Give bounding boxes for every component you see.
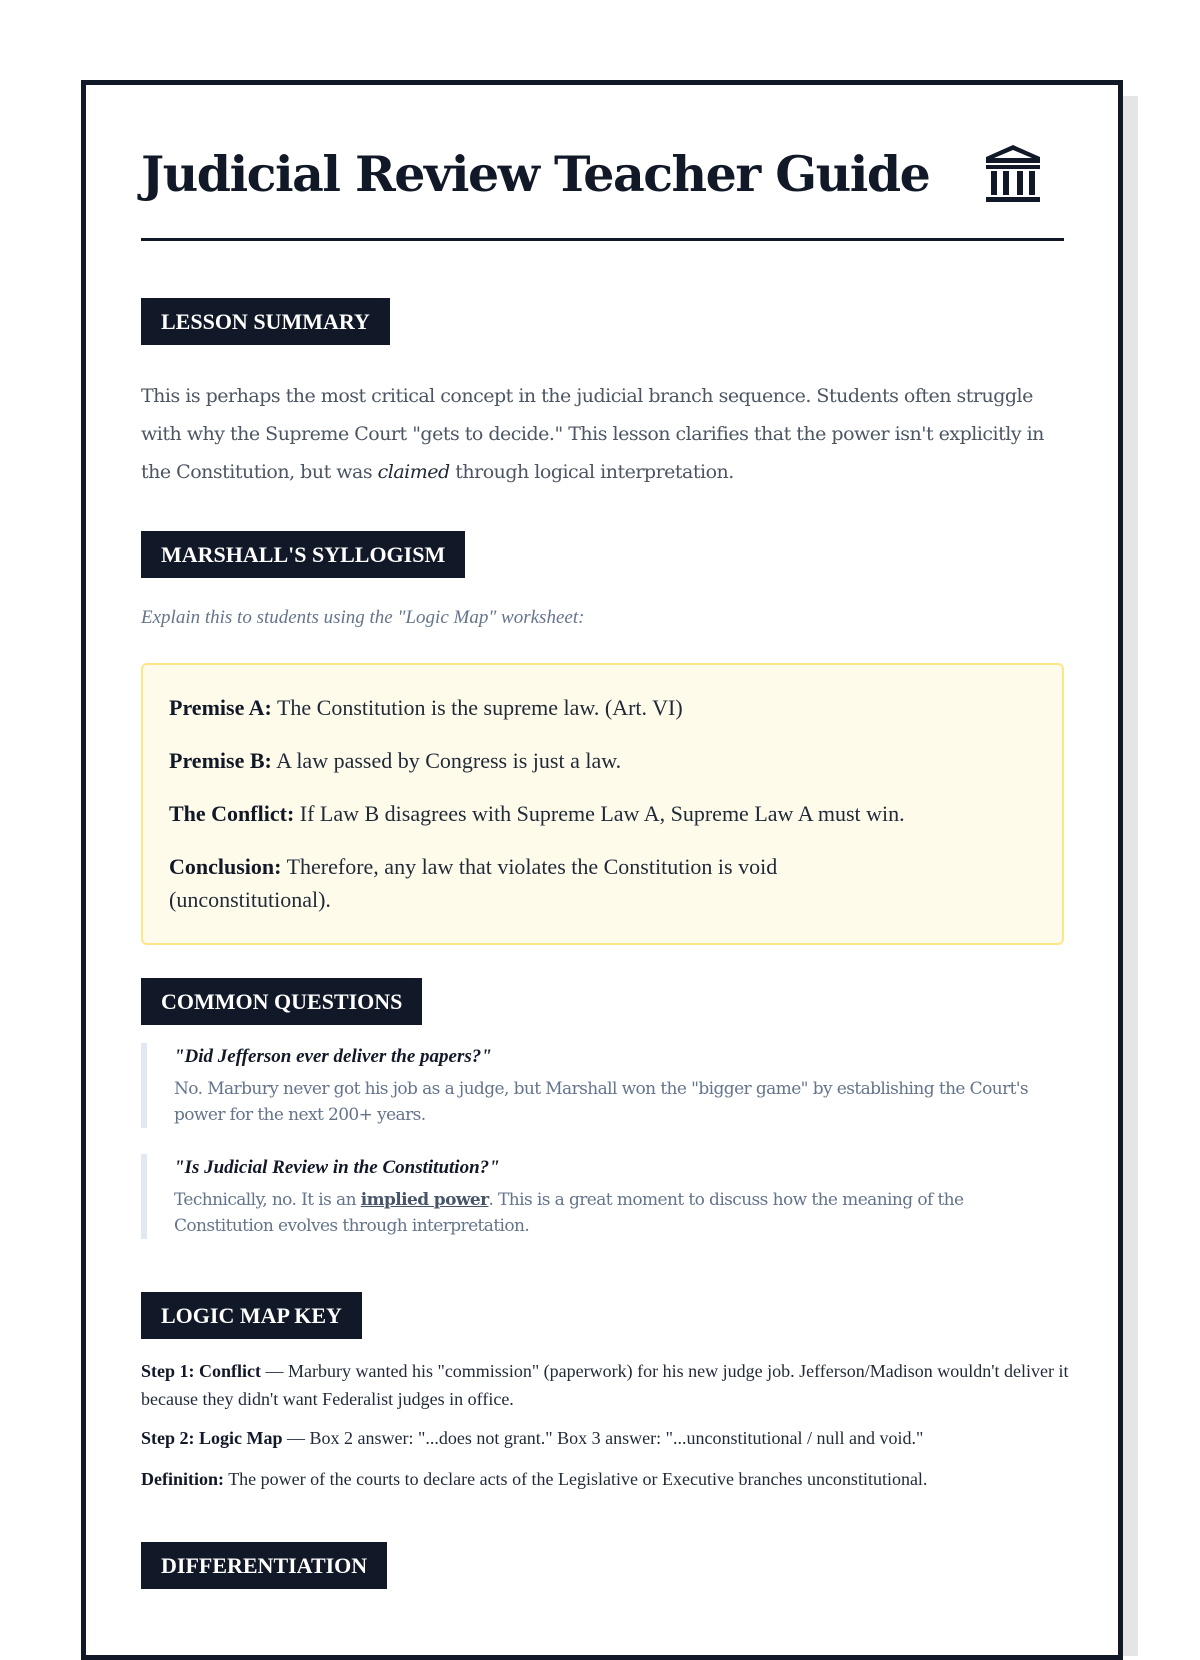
conclusion-term: Conclusion: — [169, 854, 282, 879]
syllogism-box — [141, 663, 1064, 945]
premise-a — [169, 691, 1036, 724]
conflict-text: If Law B disagrees with Supreme Law A, Supreme Law A must win. — [299, 801, 905, 826]
premise-b-term: Premise B: — [169, 748, 272, 773]
teacher-guide-card — [81, 80, 1123, 1660]
answer-text-start: Technically, no. It is an — [174, 1190, 356, 1210]
answer-text-end: . This is a great moment to discuss how the meaning of the Constitution evolves through interpretation. — [174, 1190, 964, 1236]
courthouse-icon — [984, 143, 1042, 207]
syllogism-label: MARSHALL'S SYLLOGISM — [141, 531, 465, 578]
step-1-term: Step 1: Conflict — [141, 1361, 261, 1381]
definition — [141, 1465, 1071, 1493]
logic-step-1 — [141, 1357, 1071, 1413]
step-2-text: Box 2 answer: "...does not grant." Box 3 answer: "...unconstitutional / null and void." — [309, 1428, 924, 1448]
premise-b-text: A law passed by Congress is just a law. — [276, 748, 622, 773]
definition-text: The power of the courts to declare acts of the Legislative or Executive branches unconstitutional. — [228, 1469, 928, 1489]
premise-b — [169, 744, 1036, 777]
step-2-term: Step 2: Logic Map — [141, 1428, 283, 1448]
conclusion — [169, 850, 1036, 916]
premise-a-term: Premise A: — [169, 695, 272, 720]
conflict-term: The Conflict: — [169, 801, 295, 826]
step-1-separator: — — [261, 1361, 288, 1381]
differentiation-label: DIFFERENTIATION — [141, 1542, 387, 1589]
step-1-text: Marbury wanted his "commission" (paperwork) for his new judge job. Jefferson/Madison wouldn't deliver it because they didn't want Federalist judges in office. — [141, 1361, 1069, 1409]
question-text: "Did Jefferson ever deliver the papers?" — [174, 1046, 492, 1067]
common-questions-label: COMMON QUESTIONS — [141, 978, 422, 1025]
question-item — [141, 1154, 1064, 1239]
logic-map-key-label: LOGIC MAP KEY — [141, 1292, 362, 1339]
summary-emphasis: claimed — [377, 461, 450, 483]
syllogism-instruction: Explain this to students using the "Logic Map" worksheet: — [141, 607, 585, 628]
definition-term: Definition: — [141, 1469, 224, 1489]
logic-step-2 — [141, 1424, 1071, 1452]
step-2-separator: — — [282, 1428, 310, 1448]
lesson-summary-label: LESSON SUMMARY — [141, 298, 390, 345]
summary-text-end: through logical interpretation. — [455, 461, 734, 483]
lesson-summary-text — [141, 377, 1071, 491]
conclusion-text: Therefore, any law that violates the Constitution is void (unconstitutional). — [169, 854, 778, 912]
the-conflict — [169, 797, 1036, 830]
premise-a-text: The Constitution is the supreme law. (Art. VI) — [276, 695, 683, 720]
page-title: Judicial Review Teacher Guide — [141, 145, 930, 203]
guide-header — [141, 140, 1064, 241]
answer-text: No. Marbury never got his job as a judge, but Marshall won the "bigger game" by establishing the Court's power for the next 200+ years. — [174, 1079, 1029, 1125]
question-item — [141, 1043, 1064, 1128]
implied-power-term: implied power — [360, 1190, 489, 1210]
summary-text-start: This is perhaps the most critical concept in the judicial branch sequence. Students often struggle with why the Supreme Court "gets to decide." This lesson clarifies that the power isn't explicitly in the Constitution, but was — [141, 385, 1044, 483]
answer-text — [174, 1187, 1064, 1239]
question-text: "Is Judicial Review in the Constitution?" — [174, 1157, 500, 1178]
